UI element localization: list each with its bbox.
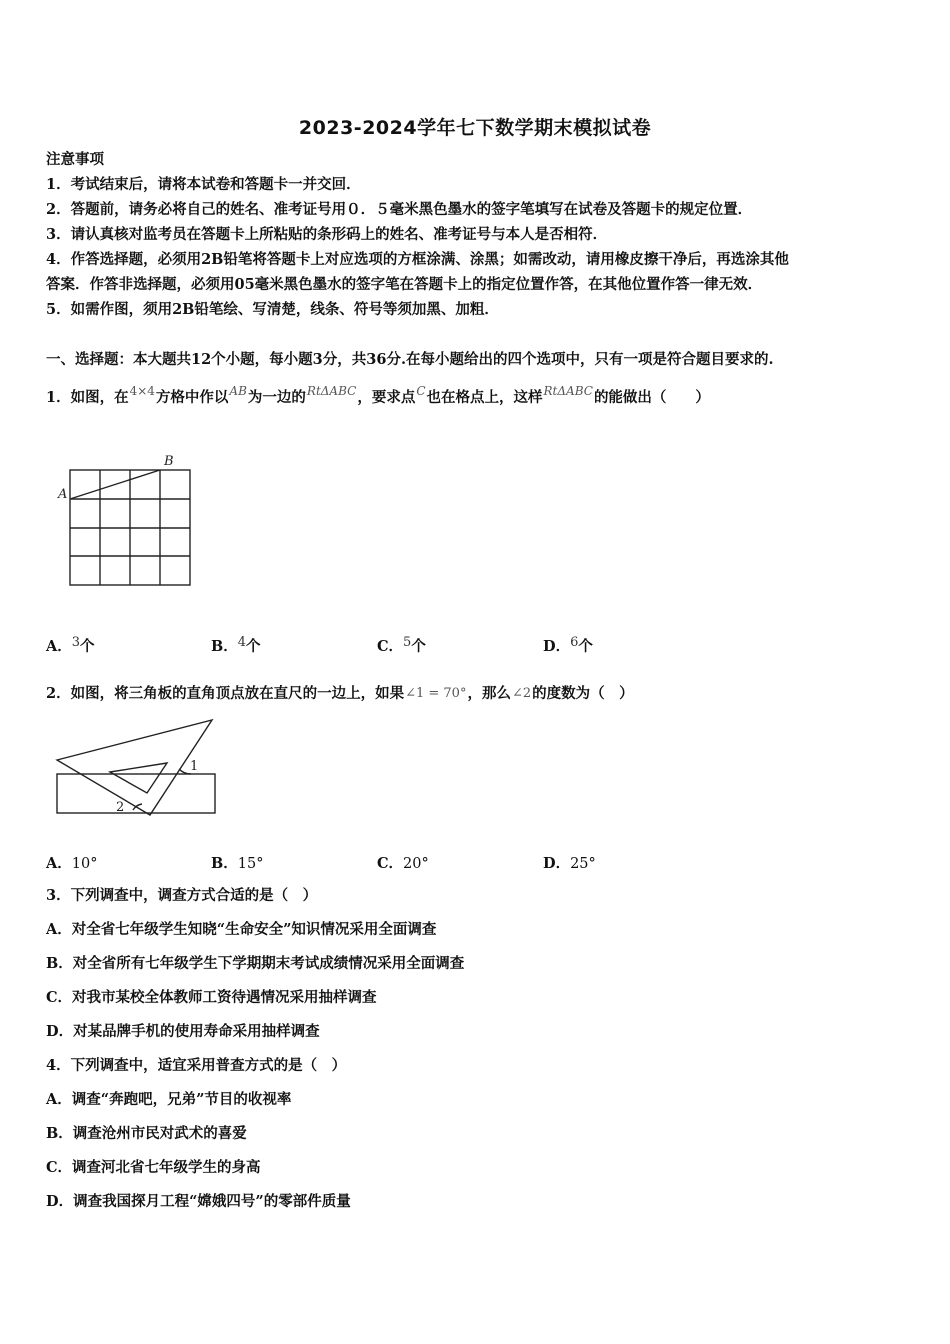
section-heading: 一、选择题：本大题共12个小题，每小题3分，共36分.在每小题给出的四个选项中，只有一项是符合题目要求的. <box>46 351 774 368</box>
q2-option-d[interactable]: D．25° <box>543 855 596 872</box>
q4-option-a[interactable]: A．调查“奔跑吧，兄弟”节目的收视率 <box>46 1091 292 1108</box>
question-1-stem: 1．如图，在$^{4\times 4}$方格中作以$^{AB}$为一边的$^{Rt\Delta ABC}$，要求点$^C$也在格点上，这样$^{Rt\Delta ABC}$的能做出（ ） <box>46 384 710 406</box>
q1-option-d[interactable]: D．6个 <box>543 635 593 655</box>
q1-grid-size: 4×4 <box>129 384 155 398</box>
q1-segment-ab: AB <box>229 384 247 398</box>
question-4-stem: 4．下列调查中，适宜采用普查方式的是（ ） <box>46 1057 347 1074</box>
q3-option-a[interactable]: A．对全省七年级学生知晓“生命安全”知识情况采用全面调查 <box>46 921 437 938</box>
q4-option-c[interactable]: C．调查河北省七年级学生的身高 <box>46 1159 261 1176</box>
q3-option-c[interactable]: C．对我市某校全体教师工资待遇情况采用抽样调查 <box>46 989 377 1006</box>
point-a-label: A <box>58 487 68 502</box>
q3-option-d[interactable]: D．对某品牌手机的使用寿命采用抽样调查 <box>46 1023 320 1040</box>
q2-option-b[interactable]: B．15° <box>211 855 264 872</box>
q1-triangle: RtΔABC <box>543 384 593 398</box>
q1-point-c: C <box>416 384 426 398</box>
q1-option-a[interactable]: A．3个 <box>46 635 95 655</box>
q1-option-b[interactable]: B．4个 <box>211 635 261 655</box>
q1-triangle: RtΔABC <box>306 384 357 398</box>
notice-item: 5．如需作图，须用2B铅笔绘、写清楚，线条、符号等须加黑、加粗． <box>46 301 499 318</box>
q1-grid-figure <box>50 448 200 593</box>
notice-item: 2．答题前，请务必将自己的姓名、准考证号用０．５毫米黑色墨水的签字笔填写在试卷及答题卡的规定位置． <box>46 201 753 218</box>
q2-angle-2: ∠2 <box>511 686 532 701</box>
notice-item: 3．请认真核对监考员在答题卡上所粘贴的条形码上的姓名、准考证号与本人是否相符． <box>46 226 608 243</box>
q4-option-b[interactable]: B．调查沧州市民对武术的喜爱 <box>46 1125 247 1142</box>
notice-item: 答案．作答非选择题，必须用05毫米黑色墨水的签字笔在答题卡上的指定位置作答，在其他位置作答一律无效． <box>46 276 763 293</box>
q3-option-b[interactable]: B．对全省所有七年级学生下学期期末考试成绩情况采用全面调查 <box>46 955 465 972</box>
notice-item: 1．考试结束后，请将本试卷和答题卡一并交回． <box>46 176 361 193</box>
angle-2-label: 2 <box>116 800 125 815</box>
q2-option-a[interactable]: A．10° <box>46 855 98 872</box>
q1-option-c[interactable]: C．5个 <box>377 635 426 655</box>
notice-heading: 注意事项 <box>46 151 104 168</box>
q2-triangle-ruler-figure <box>50 712 225 822</box>
question-3-stem: 3．下列调查中，调查方式合适的是（ ） <box>46 887 318 904</box>
q4-option-d[interactable]: D．调查我国探月工程“嫦娥四号”的零部件质量 <box>46 1193 351 1210</box>
q2-angle-1: ∠1 = 70° <box>405 686 467 701</box>
angle-1-label: 1 <box>190 759 199 774</box>
page-title: 2023-2024学年七下数学期末模拟试卷 <box>298 117 652 139</box>
q2-option-c[interactable]: C．20° <box>377 855 429 872</box>
notice-item: 4．作答选择题，必须用2B铅笔将答题卡上对应选项的方框涂满、涂黑；如需改动，请用橡皮擦干净后，再选涂其他 <box>46 251 789 268</box>
point-b-label: B <box>164 454 174 469</box>
question-2-stem: 2．如图，将三角板的直角顶点放在直尺的一边上，如果∠1 = 70°，那么∠2的度数为（ ） <box>46 685 634 702</box>
